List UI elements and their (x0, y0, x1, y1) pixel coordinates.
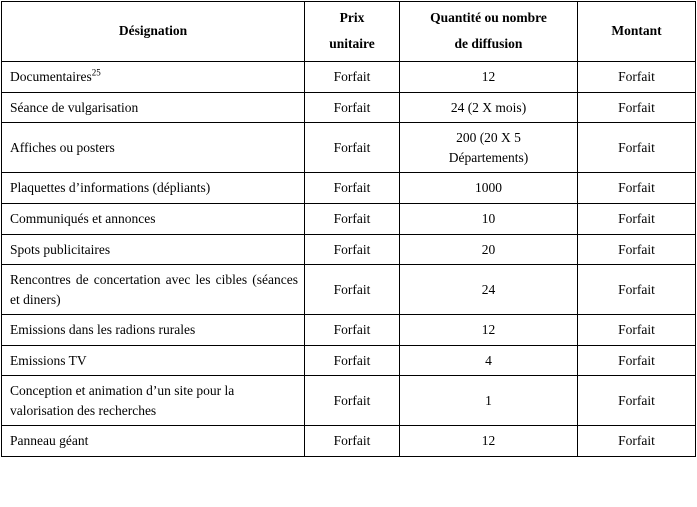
cell-prix-unitaire: Forfait (305, 376, 400, 426)
cell-montant: Forfait (578, 92, 696, 123)
table-row (2, 265, 696, 315)
cell-designation: Emissions dans les radions rurales (2, 315, 305, 346)
table-row (2, 315, 696, 346)
cell-montant: Forfait (578, 62, 696, 93)
table-row (2, 345, 696, 376)
cell-montant: Forfait (578, 345, 696, 376)
cell-designation: Communiqués et annonces (2, 203, 305, 234)
cell-quantite: 24 (400, 265, 578, 315)
cell-quantite: 12 (400, 426, 578, 457)
table-row (2, 234, 696, 265)
footnote-marker: 25 (91, 67, 101, 78)
table-row (2, 376, 696, 426)
column-header-prix-unitaire: Prix unitaire (305, 2, 400, 62)
cell-designation: Plaquettes d’informations (dépliants) (2, 173, 305, 204)
cell-montant: Forfait (578, 173, 696, 204)
table-row (2, 203, 696, 234)
cell-designation: Panneau géant (2, 426, 305, 457)
cell-designation: Affiches ou posters (2, 123, 305, 173)
cell-montant: Forfait (578, 315, 696, 346)
cell-montant: Forfait (578, 426, 696, 457)
designation-cost-table (1, 1, 696, 457)
cell-prix-unitaire: Forfait (305, 315, 400, 346)
cell-prix-unitaire: Forfait (305, 426, 400, 457)
table-row (2, 123, 696, 173)
cell-prix-unitaire: Forfait (305, 92, 400, 123)
cell-montant: Forfait (578, 376, 696, 426)
table-row (2, 92, 696, 123)
cell-prix-unitaire: Forfait (305, 265, 400, 315)
cell-quantite: 1000 (400, 173, 578, 204)
column-header-quantite: Quantité ou nombre de diffusion (400, 2, 578, 62)
table-header (2, 2, 696, 62)
document-page (0, 1, 697, 507)
cell-montant: Forfait (578, 234, 696, 265)
cell-quantite: 4 (400, 345, 578, 376)
column-header-montant: Montant (578, 2, 696, 62)
cell-prix-unitaire: Forfait (305, 62, 400, 93)
cell-quantite: 20 (400, 234, 578, 265)
cell-prix-unitaire: Forfait (305, 123, 400, 173)
table-row (2, 426, 696, 457)
cell-prix-unitaire: Forfait (305, 203, 400, 234)
cell-designation: Séance de vulgarisation (2, 92, 305, 123)
cell-designation: Spots publicitaires (2, 234, 305, 265)
table-header-row (2, 2, 696, 62)
cell-prix-unitaire: Forfait (305, 234, 400, 265)
cell-montant: Forfait (578, 265, 696, 315)
cell-quantite: 1 (400, 376, 578, 426)
cell-prix-unitaire: Forfait (305, 173, 400, 204)
cell-prix-unitaire: Forfait (305, 345, 400, 376)
cell-quantite: 24 (2 X mois) (400, 92, 578, 123)
cell-quantite: 200 (20 X 5 Départements) (400, 123, 578, 173)
cell-designation: Emissions TV (2, 345, 305, 376)
cell-quantite: 12 (400, 62, 578, 93)
cell-montant: Forfait (578, 203, 696, 234)
table-row (2, 62, 696, 93)
cell-quantite: 10 (400, 203, 578, 234)
cell-designation: Rencontres de concertation avec les cibles (séances et diners) (2, 265, 305, 315)
cell-quantite: 12 (400, 315, 578, 346)
cell-montant: Forfait (578, 123, 696, 173)
table-body (2, 62, 696, 457)
cell-designation: Conception et animation d’un site pour la valorisation des recherches (2, 376, 305, 426)
cell-designation: Documentaires$^{25}$ (2, 62, 305, 93)
table-row (2, 173, 696, 204)
column-header-designation: Désignation (2, 2, 305, 62)
